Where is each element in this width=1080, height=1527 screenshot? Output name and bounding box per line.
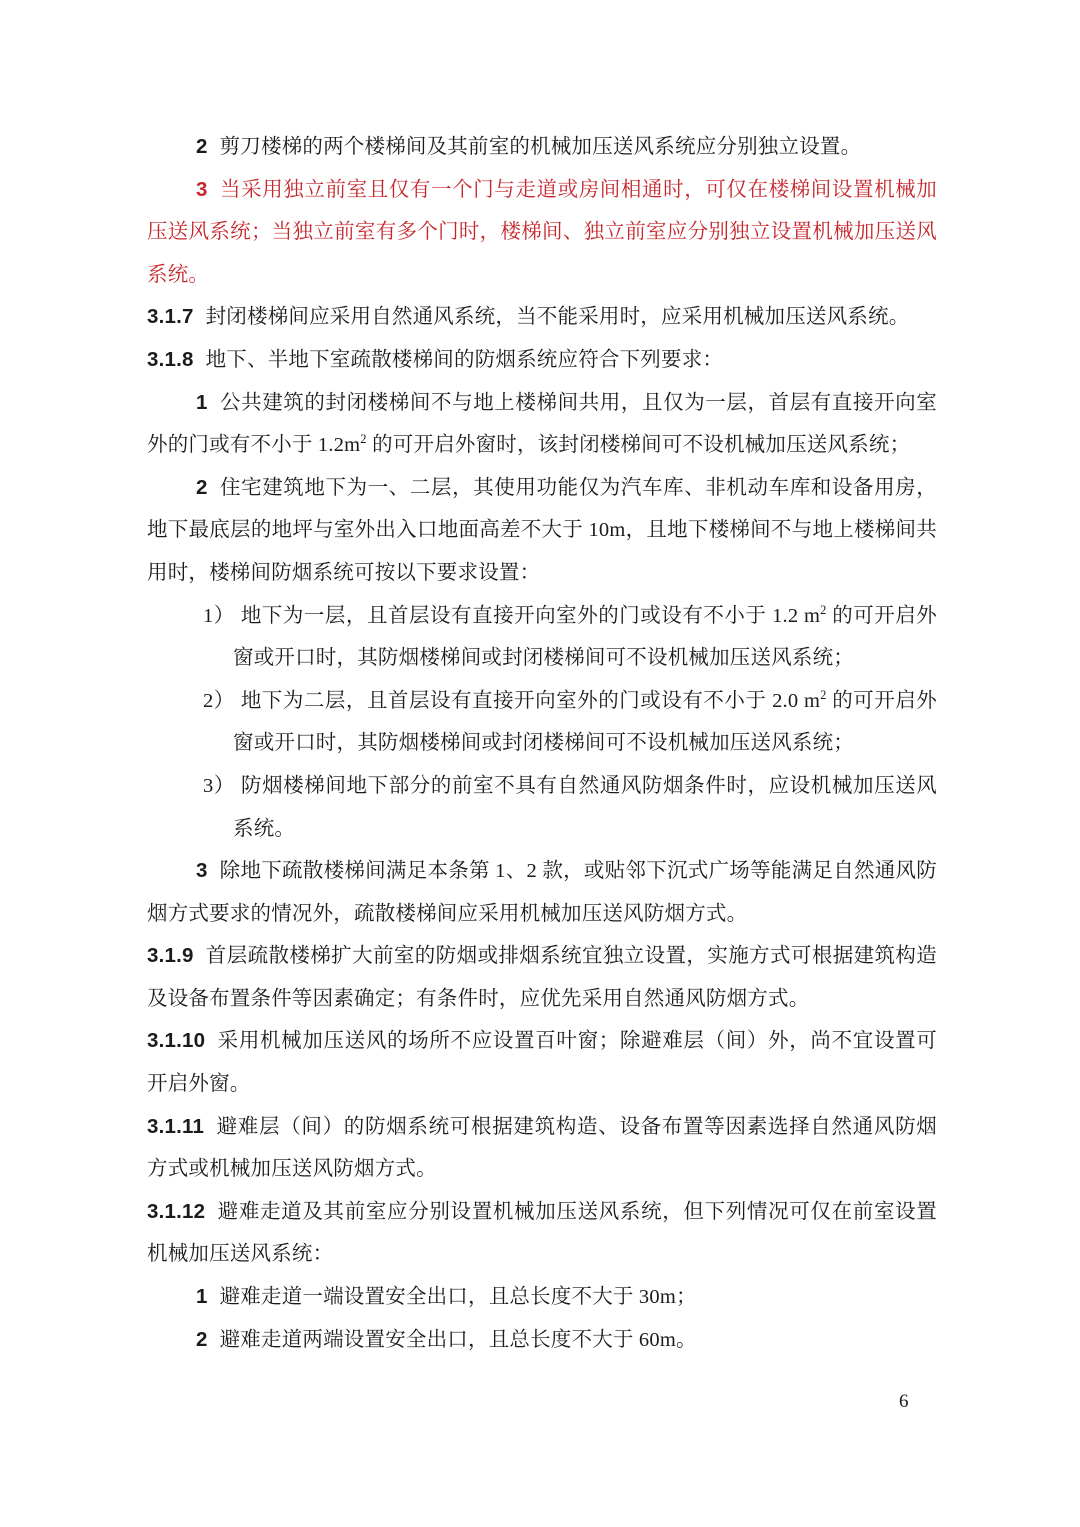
clause-3-1-8-subitem-3 [147, 765, 937, 850]
item-number: 2 [196, 475, 208, 499]
paragraph-text: 地下为二层，且首层设有直接开向室外的门或设有不小于 2.0 m [240, 689, 821, 712]
subitem-number: 2） [203, 689, 235, 712]
paragraph-text: 避难走道一端设置安全出口，且总长度不大于 30m； [219, 1286, 697, 1309]
clause-number: 3.1.12 [147, 1199, 206, 1223]
item-number: 1 [196, 390, 208, 414]
document-body [147, 126, 937, 1361]
paragraph-text: 的可开启外窗时，该封闭楼梯间可不设机械加压送风系统； [366, 434, 911, 457]
paragraph-text: 采用机械加压送风的场所不应设置百叶窗；除避难层（间）外，尚不宜设置可开启外窗。 [147, 1030, 937, 1096]
clause-3-1-8-item-1 [147, 382, 937, 467]
paragraph-text: 封闭楼梯间应采用自然通风系统，当不能采用时，应采用机械加压送风系统。 [205, 306, 910, 329]
item-3-independent-anteroom-red [147, 169, 937, 297]
item-number: 2 [196, 1327, 208, 1351]
paragraph-text: 防烟楼梯间地下部分的前室不具有自然通风防烟条件时，应设机械加压送风系统。 [233, 774, 937, 840]
paragraph-text: 除地下疏散楼梯间满足本条第 1、2 款，或贴邻下沉式广场等能满足自然通风防烟方式要求的情况外，疏散楼梯间应采用机械加压送风防烟方式。 [147, 860, 937, 925]
superscript-square: 2 [820, 602, 827, 617]
item-number: 3 [196, 859, 208, 883]
paragraph-text: 公共建筑的封闭楼梯间不与地上楼梯间共用，且仅为一层，首层有直接开向室外的门或有不小于 1.2m [147, 391, 937, 457]
paragraph-text: 的可开启外窗或开口时，其防烟楼梯间或封闭楼梯间可不设机械加压送风系统； [233, 689, 937, 755]
item-number: 1 [196, 1285, 208, 1309]
page-number: 6 [899, 1391, 909, 1412]
clause-3-1-7 [147, 296, 937, 339]
paragraph-text: 首层疏散楼梯扩大前室的防烟或排烟系统宜独立设置，实施方式可根据建筑构造及设备布置条件等因素确定；有条件时，应优先采用自然通风防烟方式。 [147, 945, 937, 1010]
clause-3-1-9 [147, 935, 937, 1020]
clause-3-1-8 [147, 339, 937, 382]
clause-3-1-8-subitem-1 [147, 595, 937, 680]
item-2-scissor-stairs [147, 126, 937, 169]
clause-3-1-8-subitem-2 [147, 680, 937, 765]
paragraph-text: 避难层（间）的防烟系统可根据建筑构造、设备布置等因素选择自然通风防烟方式或机械加压送风防烟方式。 [147, 1115, 937, 1181]
clause-number: 3.1.10 [147, 1029, 206, 1053]
clause-3-1-8-item-3 [147, 850, 937, 935]
subitem-number: 1） [203, 604, 235, 627]
subitem-number: 3） [203, 774, 235, 797]
paragraph-text: 当采用独立前室且仅有一个门与走道或房间相通时，可仅在楼梯间设置机械加压送风系统；当独立前室有多个门时，楼梯间、独立前室应分别独立设置机械加压送风系统。 [147, 178, 937, 286]
paragraph-text: 剪刀楼梯的两个楼梯间及其前室的机械加压送风系统应分别独立设置。 [219, 136, 862, 158]
superscript-square: 2 [820, 687, 827, 702]
clause-number: 3.1.7 [147, 305, 194, 329]
paragraph-text: 地下、半地下室疏散楼梯间的防烟系统应符合下列要求： [205, 348, 724, 371]
clause-number: 3.1.9 [147, 944, 194, 968]
clause-3-1-12-item-1 [147, 1276, 937, 1319]
paragraph-text: 住宅建筑地下为一、二层，其使用功能仅为汽车库、非机动车库和设备用房，地下最底层的地坪与室外出入口地面高差不大于 10m，且地下楼梯间不与地上楼梯间共用时，楼梯间防烟系统可按以下要求设置： [147, 476, 937, 584]
clause-3-1-10 [147, 1020, 937, 1105]
item-number: 3 [196, 177, 208, 201]
item-number: 2 [196, 135, 208, 158]
clause-3-1-11 [147, 1106, 937, 1191]
clause-number: 3.1.8 [147, 347, 194, 371]
superscript-square: 2 [360, 432, 367, 447]
paragraph-text: 地下为一层，且首层设有直接开向室外的门或设有不小于 1.2 m [240, 604, 821, 627]
paragraph-text: 避难走道及其前室应分别设置机械加压送风系统，但下列情况可仅在前室设置机械加压送风系统： [147, 1200, 937, 1266]
clause-3-1-8-item-2 [147, 467, 937, 595]
paragraph-text: 的可开启外窗或开口时，其防烟楼梯间或封闭楼梯间可不设机械加压送风系统； [233, 604, 937, 670]
clause-number: 3.1.11 [147, 1114, 205, 1138]
clause-3-1-12 [147, 1191, 937, 1276]
paragraph-text: 避难走道两端设置安全出口，且总长度不大于 60m。 [219, 1328, 697, 1351]
clause-3-1-12-item-2 [147, 1319, 937, 1362]
